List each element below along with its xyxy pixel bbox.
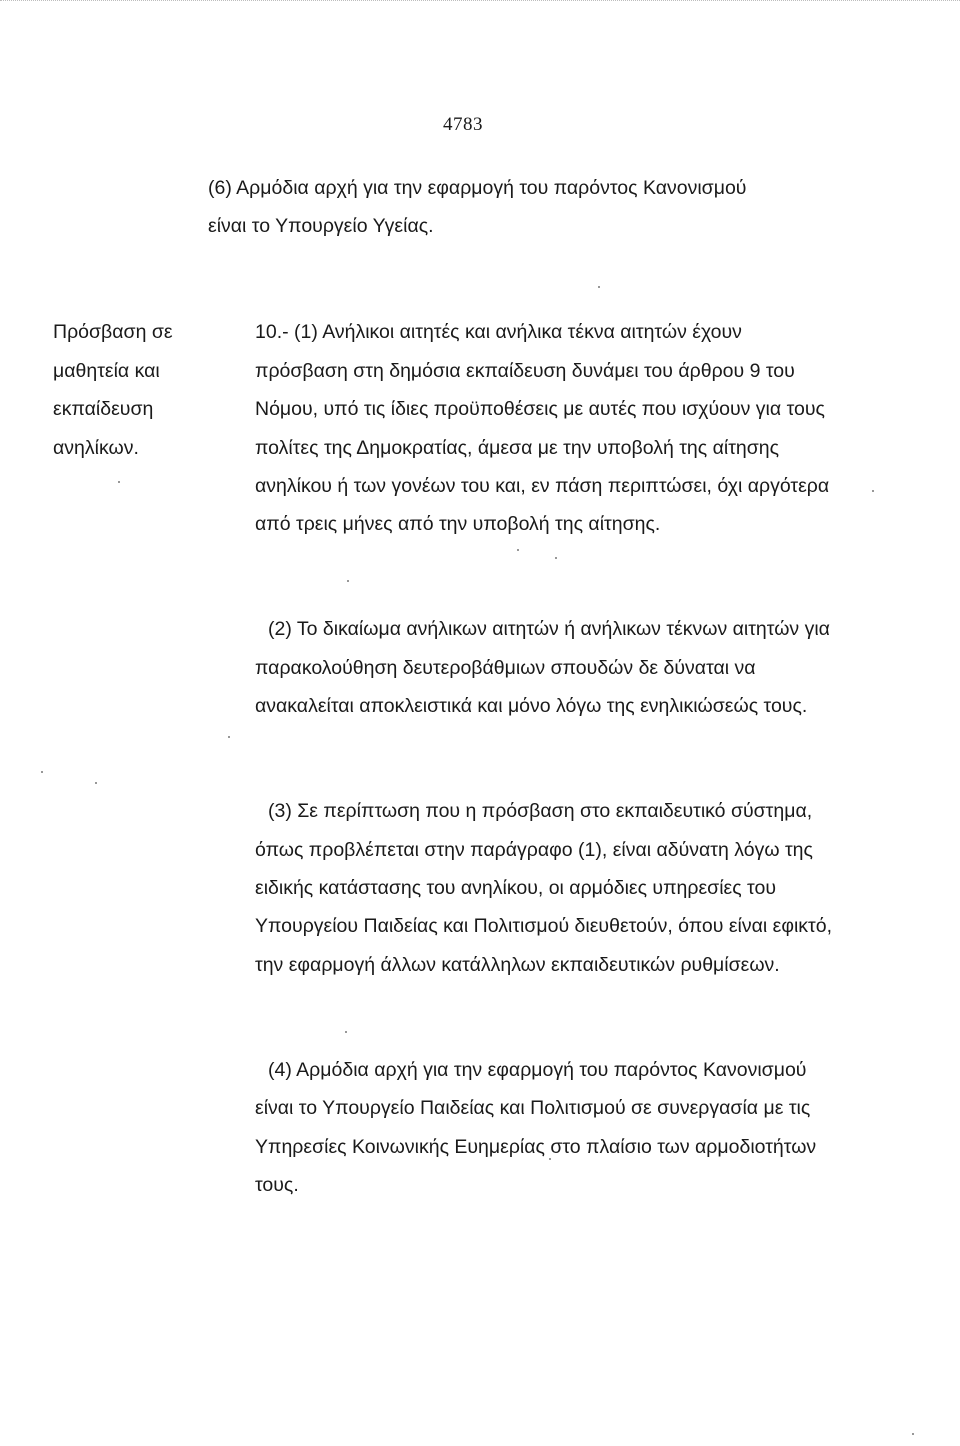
paragraph-line: (2) Το δικαίωμα ανήλικων αιτητών ή ανήλικων τέκνων αιτητών για <box>268 618 830 640</box>
paragraph-line: ανακαλείται αποκλειστικά και μόνο λόγω της ενηλικιώσεώς τους. <box>255 695 808 717</box>
scan-speck <box>555 557 557 559</box>
scan-speck <box>912 1433 914 1435</box>
paragraph-line: (6) Αρμόδια αρχή για την εφαρμογή του παρόντος Κανονισμού <box>208 177 747 199</box>
page-number: 4783 <box>443 114 483 135</box>
scan-speck <box>872 490 874 492</box>
paragraph-line: τους. <box>255 1174 299 1196</box>
paragraph-line: Υπουργείου Παιδείας και Πολιτισμού διευθετούν, όπου είναι εφικτό, <box>255 915 833 937</box>
margin-note-line: εκπαίδευση <box>53 398 154 420</box>
paragraph-line: παρακολούθηση δευτεροβάθμιων σπουδών δε δύναται να <box>255 657 756 679</box>
paragraph-line: ειδικής κατάστασης του ανηλίκου, οι αρμόδιες υπηρεσίες του <box>255 877 776 899</box>
scan-speck <box>549 1158 551 1160</box>
paragraph-line: από τρεις μήνες από την υποβολή της αίτησης. <box>255 513 661 535</box>
paragraph-line: είναι το Υπουργείο Υγείας. <box>208 215 434 237</box>
paragraph-line: (4) Αρμόδια αρχή για την εφαρμογή του παρόντος Κανονισμού <box>268 1059 807 1081</box>
paragraph-line: είναι το Υπουργείο Παιδείας και Πολιτισμού σε συνεργασία με τις <box>255 1097 811 1119</box>
scan-speck <box>41 771 43 773</box>
scan-speck <box>347 580 349 582</box>
paragraph-line: πρόσβαση στη δημόσια εκπαίδευση δυνάμει του άρθρου 9 του <box>255 360 795 382</box>
scan-speck <box>517 549 519 551</box>
margin-note-line: Πρόσβαση σε <box>53 321 173 343</box>
paragraph-line: 10.- (1) Ανήλικοι αιτητές και ανήλικα τέκνα αιτητών έχουν <box>255 321 742 343</box>
scan-speck <box>118 481 120 483</box>
paragraph-line: ανηλίκου ή των γονέων του και, εν πάση περιπτώσει, όχι αργότερα <box>255 475 830 497</box>
paragraph-line: (3) Σε περίπτωση που η πρόσβαση στο εκπαιδευτικό σύστημα, <box>268 800 813 822</box>
paragraph-line: την εφαρμογή άλλων κατάλληλων εκπαιδευτικών ρυθμίσεων. <box>255 954 780 976</box>
scan-edge <box>0 0 960 7</box>
paragraph-line: Υπηρεσίες Κοινωνικής Ευημερίας στο πλαίσιο των αρμοδιοτήτων <box>255 1136 817 1158</box>
paragraph-line: όπως προβλέπεται στην παράγραφο (1), είναι αδύνατη λόγω της <box>255 839 813 861</box>
margin-note-line: μαθητεία και <box>53 360 160 382</box>
scan-speck <box>345 1031 347 1033</box>
scan-speck <box>95 782 97 784</box>
margin-note-line: ανηλίκων. <box>53 437 139 459</box>
scan-speck <box>598 286 600 288</box>
paragraph-line: πολίτες της Δημοκρατίας, άμεσα με την υποβολή της αίτησης <box>255 437 780 459</box>
scan-speck <box>228 736 230 738</box>
paragraph-line: Νόμου, υπό τις ίδιες προϋποθέσεις με αυτές που ισχύουν για τους <box>255 398 825 420</box>
